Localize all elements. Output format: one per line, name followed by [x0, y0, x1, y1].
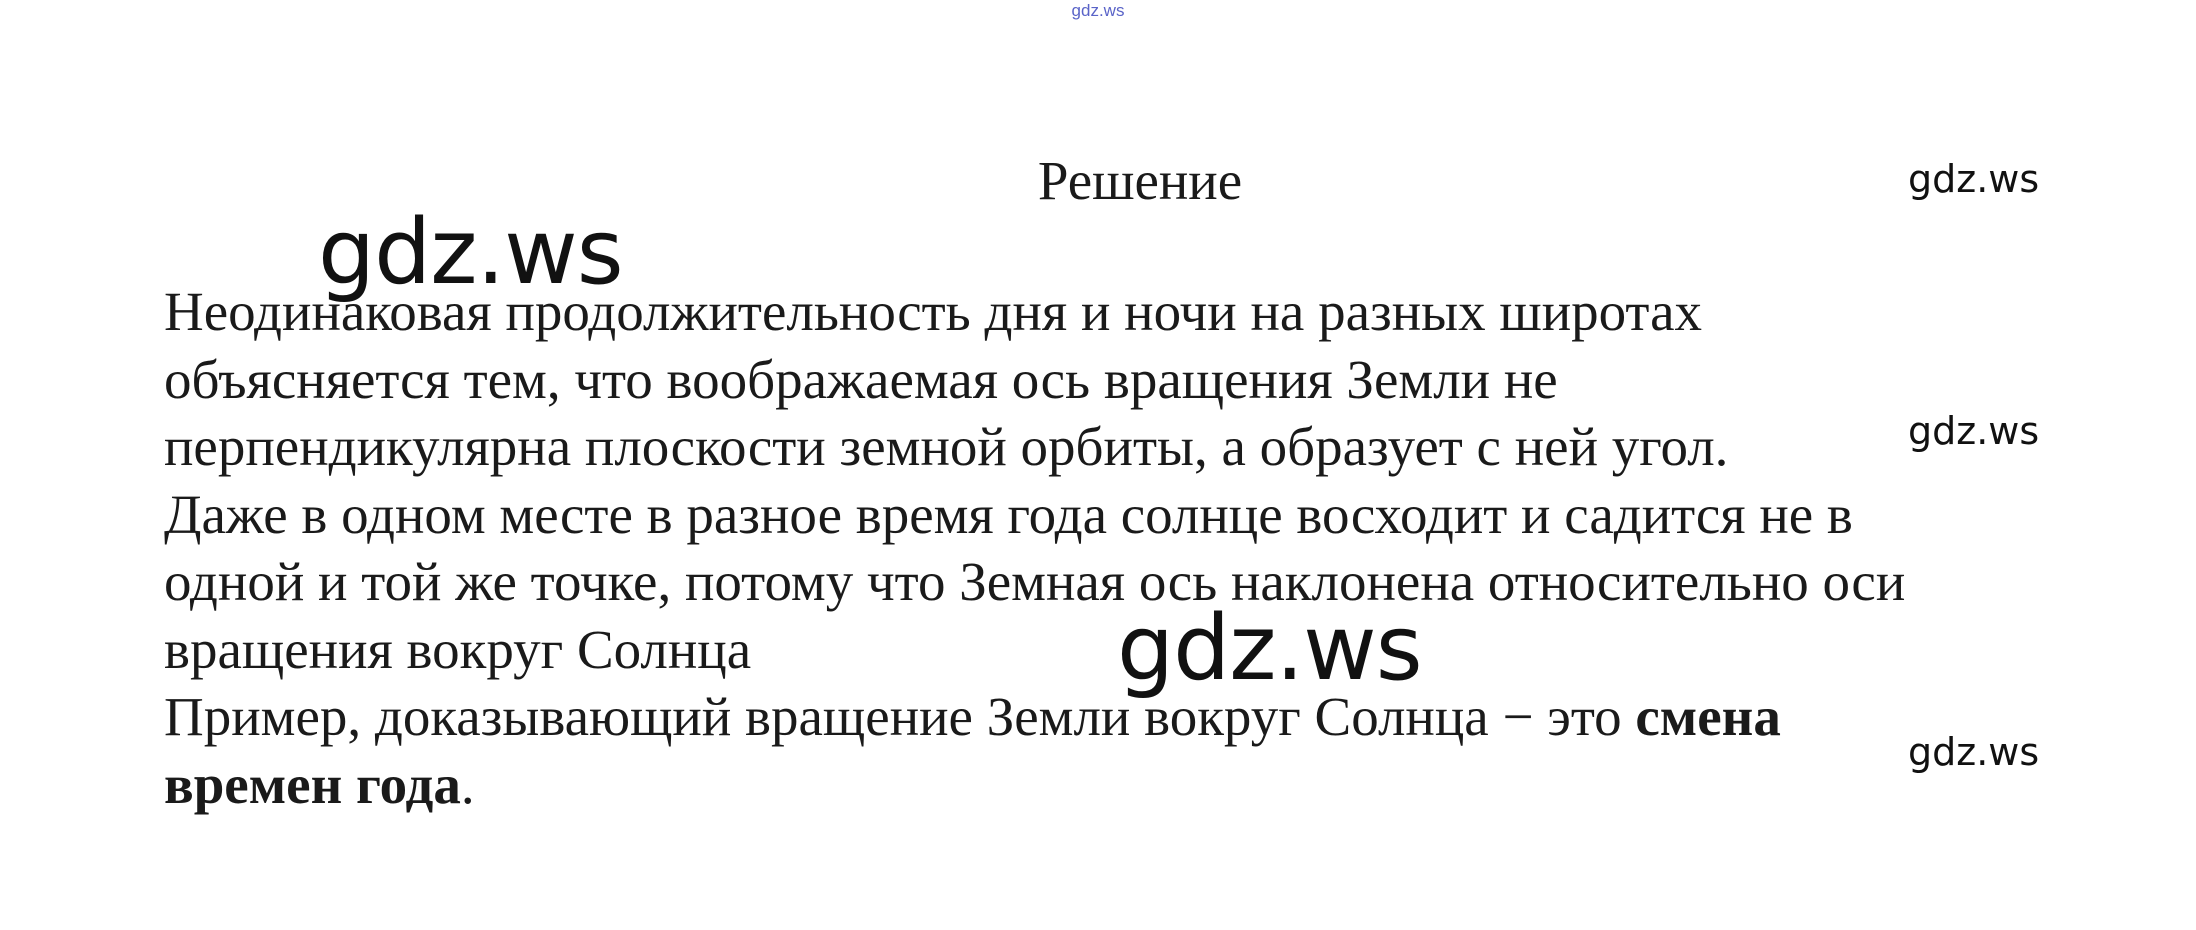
- watermark-large: gdz.ws: [1117, 596, 1422, 701]
- paragraph-example: [164, 683, 2104, 818]
- example-lead: Пример, доказывающий вращение Земли вокруг Солнца − это: [164, 686, 1636, 747]
- page-heading: Решение: [1037, 150, 1243, 211]
- text-line: перпендикулярна плоскости земной орбиты, а образует с ней угол.: [164, 416, 1729, 477]
- top-watermark: gdz.ws: [1071, 1, 1125, 20]
- text-line: Неодинаковая продолжительность дня и ночи на разных широтах: [164, 281, 1703, 342]
- text-line: [164, 751, 2104, 819]
- text-line: объясняется тем, что воображаемая ось вращения Земли не: [164, 348, 1558, 410]
- watermark-small: gdz.ws: [1908, 409, 2040, 453]
- text-line: Даже в одном месте в разное время года солнце восходит и садится не в: [164, 483, 1853, 545]
- solution-text: [164, 278, 2104, 818]
- example-period: .: [460, 753, 475, 815]
- example-answer-part2: времен года: [164, 753, 461, 815]
- text-line: вращения вокруг Солнца: [164, 618, 752, 680]
- text-line: одной и той же точке, потому что Земная ось наклонена относительно оси: [164, 551, 1906, 612]
- watermark-small: gdz.ws: [1908, 730, 2040, 774]
- example-answer-part1: смена: [1635, 686, 1781, 747]
- watermark-large: gdz.ws: [318, 200, 623, 305]
- watermark-small: gdz.ws: [1908, 157, 2040, 201]
